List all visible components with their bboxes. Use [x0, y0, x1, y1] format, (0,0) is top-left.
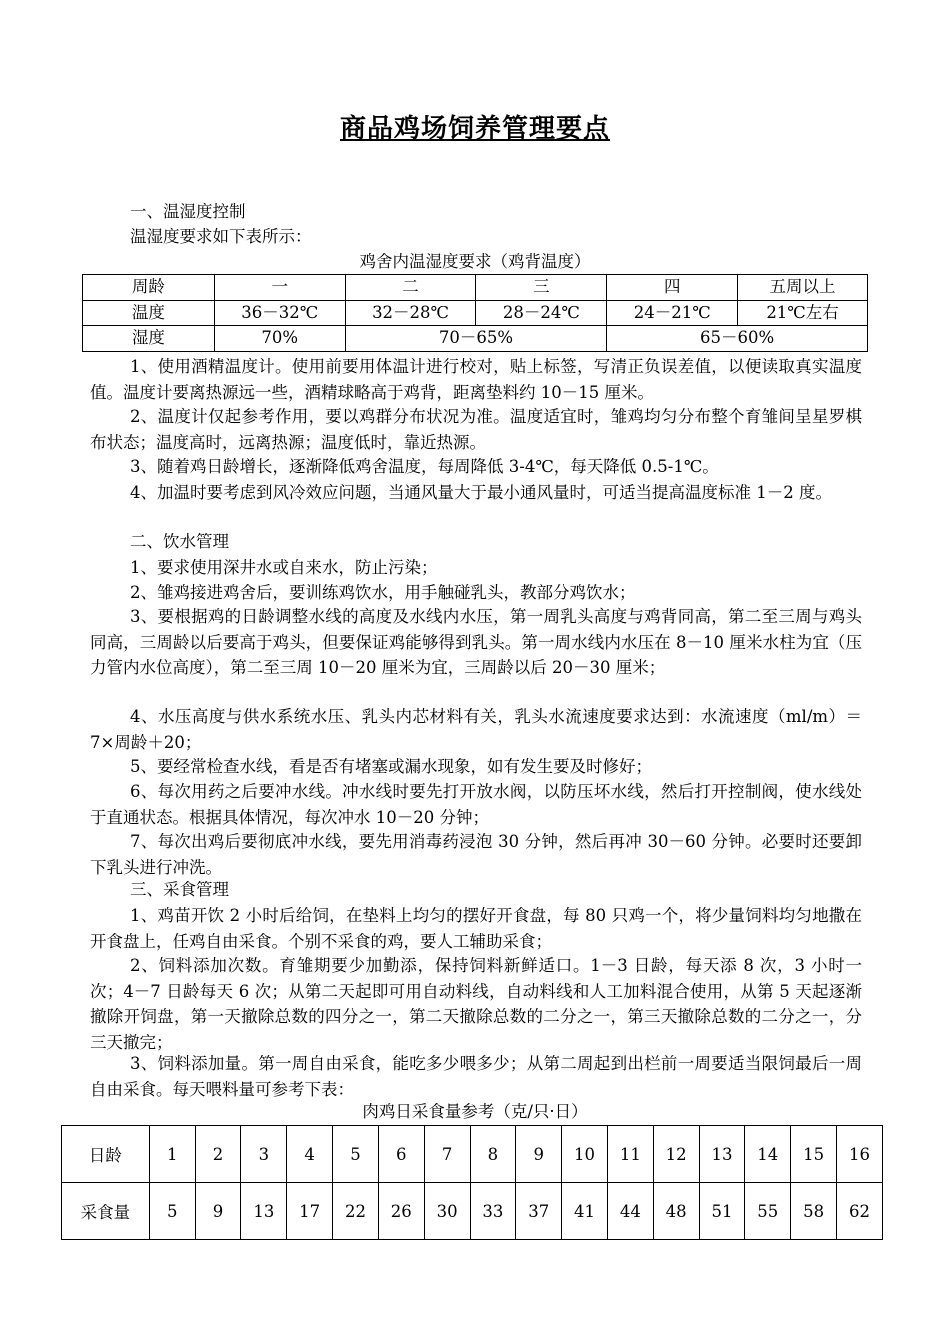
- table-cell: 16: [837, 1126, 883, 1183]
- section-heading-feeding: 三、采食管理: [130, 880, 229, 899]
- table-cell: 4: [287, 1126, 333, 1183]
- table-cell: 四: [607, 275, 738, 301]
- section-heading-water: 二、饮水管理: [130, 532, 229, 551]
- table-cell: 55: [745, 1183, 791, 1240]
- daily-feed-table: [61, 1125, 883, 1240]
- temperature-paragraph-3: 3、随着鸡日龄增长，逐渐降低鸡舍温度，每周降低 3-4℃，每天降低 0.5-1℃。: [130, 457, 719, 476]
- water-paragraph-5: 5、要经常检查水线，看是否有堵塞或漏水现象，如有发生要及时修好；: [130, 757, 652, 776]
- feeding-paragraph-2: 2、饲料添加次数。育雏期要少加勤添，保持饲料新鲜适口。1－3 日龄，每天添 8 次，3 小时一次；4－7 日龄每天 6 次；从第二天起即可用自动料线，自动料线和人工加料混合使用，从第 5 天起逐渐撤除开饲盘，第一天撤除总数的四分之一，第二天撤除总数的二分之一，第三天撤除总数的二分之一，分三天撤完；: [90, 956, 862, 1052]
- table-cell: 26: [378, 1183, 424, 1240]
- table-cell: 三: [476, 275, 607, 301]
- table-cell: 湿度: [83, 326, 215, 352]
- temperature-paragraph-1: 1、使用酒精温度计。使用前要用体温计进行校对，贴上标签，写清正负误差值，以便读取真实温度值。温度计要离热源远一些，酒精球略高于鸡背，距离垫料约 10－15 厘米。: [90, 357, 862, 402]
- table-cell: 21℃左右: [738, 300, 868, 326]
- feed-table-caption: 肉鸡日采食量参考（克/只·日）: [362, 1102, 588, 1121]
- water-paragraph-4: 4、水压高度与供水系统水压、乳头内芯材料有关，乳头水流速度要求达到：水流速度（ml/m）＝7×周龄＋20；: [90, 707, 862, 752]
- table-cell: 51: [699, 1183, 745, 1240]
- table-cell: 周龄: [83, 275, 215, 301]
- table-cell: 日龄: [62, 1126, 150, 1183]
- table-cell: 9: [516, 1126, 562, 1183]
- temperature-paragraph-2: 2、温度计仅起参考作用，要以鸡群分布状况为准。温度适宜时，雏鸡均匀分布整个育雏间呈星罗棋布状态；温度高时，远离热源；温度低时，靠近热源。: [90, 407, 862, 452]
- table-cell: 36－32℃: [214, 300, 345, 326]
- table-cell: 一: [214, 275, 345, 301]
- table-cell: 13: [699, 1126, 745, 1183]
- table-cell: 12: [653, 1126, 699, 1183]
- water-paragraph-7: 7、每次出鸡后要彻底冲水线，要先用消毒药浸泡 30 分钟，然后再冲 30－60 分钟。必要时还要卸下乳头进行冲洗。: [90, 832, 862, 877]
- table-row: [62, 1126, 883, 1183]
- table-cell: 10: [562, 1126, 608, 1183]
- table-cell: 58: [791, 1183, 837, 1240]
- table-cell: 37: [516, 1183, 562, 1240]
- table-cell: 9: [195, 1183, 241, 1240]
- table-cell: 15: [791, 1126, 837, 1183]
- table-cell: 24－21℃: [607, 300, 738, 326]
- feeding-paragraph-3: 3、饲料添加量。第一周自由采食，能吃多少喂多少；从第二周起到出栏前一周要适当限饲最后一周自由采食。每天喂料量可参考下表：: [90, 1054, 862, 1099]
- table-cell: 65－60%: [607, 326, 868, 352]
- page-title: 商品鸡场饲养管理要点: [339, 114, 610, 144]
- table-cell: 温度: [83, 300, 215, 326]
- table-cell: 22: [333, 1183, 379, 1240]
- table-cell: 32－28℃: [345, 300, 476, 326]
- table-cell: 8: [470, 1126, 516, 1183]
- temperature-table-caption: 鸡舍内温湿度要求（鸡背温度）: [359, 252, 591, 271]
- table-cell: 33: [470, 1183, 516, 1240]
- feeding-paragraph-1: 1、鸡苗开饮 2 小时后给饲，在垫料上均匀的摆好开食盘，每 80 只鸡一个，将少量饲料均匀地撒在开食盘上，任鸡自由采食。个别不采食的鸡，要人工辅助采食；: [90, 906, 862, 951]
- table-row: [83, 300, 868, 326]
- table-cell: 30: [424, 1183, 470, 1240]
- table-cell: 1: [149, 1126, 195, 1183]
- temperature-humidity-table: [82, 274, 868, 352]
- table-row: [83, 275, 868, 301]
- table-cell: 采食量: [62, 1183, 150, 1240]
- table-cell: 62: [837, 1183, 883, 1240]
- section-heading-temperature: 一、温湿度控制: [130, 202, 246, 221]
- table-cell: 5: [149, 1183, 195, 1240]
- table-row: [83, 326, 868, 352]
- table-cell: 3: [241, 1126, 287, 1183]
- table-cell: 17: [287, 1183, 333, 1240]
- water-paragraph-3: 3、要根据鸡的日龄调整水线的高度及水线内水压，第一周乳头高度与鸡背同高，第二至三周与鸡头同高，三周龄以后要高于鸡头，但要保证鸡能够得到乳头。第一周水线内水压在 8－10 厘米水柱为宜（压力管内水位高度），第二至三周 10－20 厘米为宜，三周龄以后 20－30 厘米；: [90, 607, 862, 677]
- table-cell: 7: [424, 1126, 470, 1183]
- table-cell: 5: [333, 1126, 379, 1183]
- table-row: [62, 1183, 883, 1240]
- table-cell: 48: [653, 1183, 699, 1240]
- table-cell: 44: [607, 1183, 653, 1240]
- table-cell: 70－65%: [345, 326, 607, 352]
- table-cell: 41: [562, 1183, 608, 1240]
- table-cell: 70%: [214, 326, 345, 352]
- table-cell: 2: [195, 1126, 241, 1183]
- table-cell: 二: [345, 275, 476, 301]
- water-paragraph-1: 1、要求使用深井水或自来水，防止污染；: [130, 558, 438, 577]
- table-cell: 五周以上: [738, 275, 868, 301]
- water-paragraph-6: 6、每次用药之后要冲水线。冲水线时要先打开放水阀，以防压坏水线，然后打开控制阀，使水线处于直通状态。根据具体情况，每次冲水 10－20 分钟；: [90, 782, 862, 827]
- table-cell: 14: [745, 1126, 791, 1183]
- temperature-intro: 温湿度要求如下表所示：: [130, 227, 312, 246]
- table-cell: 6: [378, 1126, 424, 1183]
- table-cell: 13: [241, 1183, 287, 1240]
- temperature-paragraph-4: 4、加温时要考虑到风冷效应问题，当通风量大于最小通风量时，可适当提高温度标准 1－2 度。: [130, 483, 832, 502]
- water-paragraph-2: 2、雏鸡接进鸡舍后，要训练鸡饮水，用手触碰乳头，教部分鸡饮水；: [130, 583, 636, 602]
- table-cell: 28－24℃: [476, 300, 607, 326]
- table-cell: 11: [607, 1126, 653, 1183]
